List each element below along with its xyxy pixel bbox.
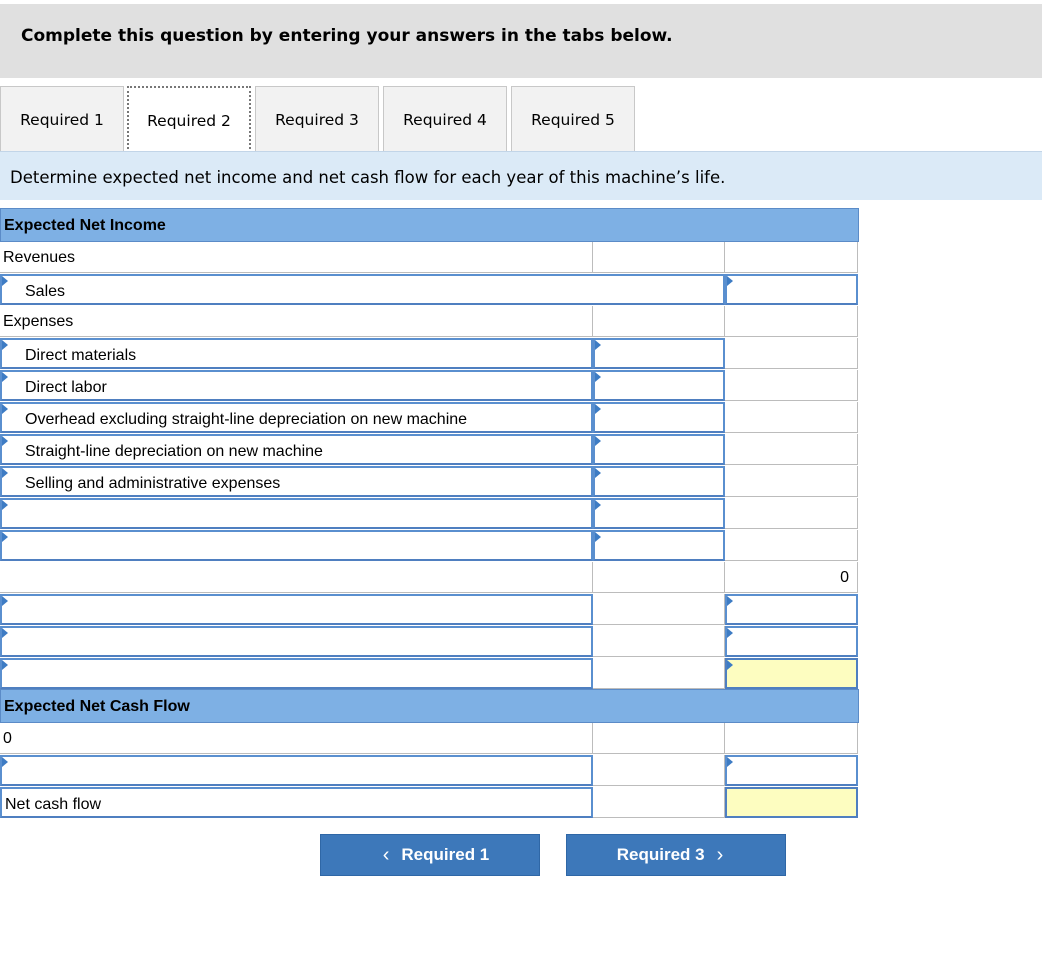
expense-cell-right <box>725 402 858 433</box>
input-flag-icon <box>2 436 8 446</box>
net-income-cell-mid <box>593 658 725 689</box>
cash-flow-section-header <box>0 689 859 723</box>
tab-required-2[interactable]: Required 2 <box>127 86 251 153</box>
cash-flow-cell-mid <box>593 755 725 786</box>
cash-flow-input-row <box>0 755 858 787</box>
income-row <box>0 594 858 626</box>
input-flag-icon <box>2 500 8 510</box>
cash-flow-title: Expected Net Cash Flow <box>4 698 190 715</box>
net-income-total-cell <box>725 658 858 689</box>
expenses-cell-right <box>725 306 858 337</box>
expense-label: Selling and administrative expenses <box>25 475 281 492</box>
input-flag-icon <box>2 276 8 286</box>
instruction-banner <box>0 151 1042 200</box>
input-flag-icon <box>2 372 8 382</box>
input-flag-icon <box>727 757 733 767</box>
chevron-right-icon: › <box>716 843 724 866</box>
input-flag-icon <box>2 404 8 414</box>
expense-label: Direct labor <box>25 379 107 396</box>
tab-required-4[interactable]: Required 4 <box>383 86 507 152</box>
tab-required-1[interactable]: Required 1 <box>0 86 124 152</box>
expense-cell-right <box>725 530 858 561</box>
expense-label-input[interactable] <box>0 434 593 465</box>
instruction-text: Determine expected net income and net cash flow for each year of this machine’s life. <box>10 168 726 187</box>
expense-cell-right <box>725 498 858 529</box>
input-flag-icon <box>595 436 601 446</box>
input-flag-icon <box>727 596 733 606</box>
input-flag-icon <box>595 532 601 542</box>
question-header <box>0 4 1042 78</box>
expenses-row <box>0 306 858 338</box>
input-flag-icon <box>2 340 8 350</box>
cash-flow-first-row <box>0 723 858 755</box>
input-flag-icon <box>595 340 601 350</box>
next-required-3-button[interactable] <box>566 834 786 876</box>
total-expenses-label <box>0 562 593 593</box>
chevron-left-icon: ‹ <box>382 843 390 866</box>
expense-cell-right <box>725 370 858 401</box>
total-expenses-value: 0 <box>725 562 858 593</box>
prev-required-1-button[interactable] <box>320 834 540 876</box>
net-income-title: Expected Net Income <box>4 217 166 234</box>
expense-amount-input[interactable] <box>593 402 725 433</box>
expense-label-input[interactable] <box>0 338 593 369</box>
total-expenses-row <box>0 562 858 594</box>
net-cash-flow-label: Net cash flow <box>5 796 102 813</box>
input-flag-icon <box>2 468 8 478</box>
sales-row <box>0 274 858 306</box>
expense-amount-input[interactable] <box>593 338 725 369</box>
cash-flow-first-value: 0 <box>0 723 593 754</box>
expense-label: Direct materials <box>25 347 137 364</box>
input-flag-icon <box>2 628 8 638</box>
expense-cell-right <box>725 434 858 465</box>
expense-amount-input[interactable] <box>593 434 725 465</box>
income-cell-mid <box>593 594 725 625</box>
expense-amount-input[interactable] <box>593 530 725 561</box>
next-button-label: Required 3 <box>616 845 705 864</box>
expense-row-selling-admin <box>0 466 858 498</box>
tab-required-3[interactable]: Required 3 <box>255 86 379 152</box>
revenues-cell-mid <box>593 242 725 273</box>
total-expenses-cell-mid <box>593 562 725 593</box>
expense-row-overhead <box>0 402 858 434</box>
tab-bar <box>0 86 1042 152</box>
input-flag-icon <box>2 660 8 670</box>
input-flag-icon <box>2 596 8 606</box>
income-row <box>0 626 858 658</box>
income-label-input[interactable] <box>0 594 593 625</box>
input-flag-icon <box>595 372 601 382</box>
expense-cell-right <box>725 466 858 497</box>
expense-label: Overhead excluding straight-line depreciation on new machine <box>25 411 468 428</box>
cash-flow-cell-right <box>725 723 858 754</box>
revenues-label: Revenues <box>0 242 593 273</box>
net-cash-flow-row <box>0 787 858 819</box>
income-amount-input[interactable] <box>725 594 858 625</box>
expenses-label: Expenses <box>0 306 593 337</box>
cash-flow-cell-mid <box>593 723 725 754</box>
sales-amount-input[interactable] <box>725 274 858 305</box>
input-flag-icon <box>2 532 8 542</box>
input-flag-icon <box>727 276 733 286</box>
sales-label: Sales <box>25 283 66 300</box>
expense-label: Straight-line depreciation on new machine <box>25 443 323 460</box>
expense-row-blank <box>0 530 858 562</box>
expense-cell-right <box>725 338 858 369</box>
question-title: Complete this question by entering your answers in the tabs below. <box>21 26 673 46</box>
input-flag-icon <box>595 404 601 414</box>
expense-amount-input[interactable] <box>593 370 725 401</box>
revenues-row <box>0 242 858 274</box>
cash-flow-amount-input[interactable] <box>725 755 858 786</box>
net-cash-flow-label-cell <box>0 787 593 818</box>
net-income-label-input[interactable] <box>0 658 593 689</box>
prev-button-label: Required 1 <box>401 845 490 864</box>
tab-required-5[interactable]: Required 5 <box>511 86 635 152</box>
expense-label-input[interactable] <box>0 530 593 561</box>
expense-row-direct-labor <box>0 370 858 402</box>
sales-label-input[interactable] <box>0 274 725 305</box>
expense-row-direct-materials <box>0 338 858 370</box>
income-amount-input[interactable] <box>725 626 858 657</box>
net-income-section-header <box>0 208 859 242</box>
input-flag-icon <box>2 757 8 767</box>
expense-amount-input[interactable] <box>593 498 725 529</box>
cash-flow-label-input[interactable] <box>0 755 593 786</box>
expense-label-input[interactable] <box>0 466 593 497</box>
expenses-cell-mid <box>593 306 725 337</box>
expense-label-input[interactable] <box>0 498 593 529</box>
income-label-input[interactable] <box>0 626 593 657</box>
net-cash-flow-cell-mid <box>593 787 725 818</box>
expense-label-input[interactable] <box>0 370 593 401</box>
net-cash-flow-total-cell <box>725 787 858 818</box>
net-income-total-row <box>0 658 858 690</box>
input-flag-icon <box>595 500 601 510</box>
input-flag-icon <box>595 468 601 478</box>
revenues-cell-right <box>725 242 858 273</box>
income-cell-mid <box>593 626 725 657</box>
expense-amount-input[interactable] <box>593 466 725 497</box>
expense-row-blank <box>0 498 858 530</box>
input-flag-icon <box>727 660 733 670</box>
input-flag-icon <box>727 628 733 638</box>
expense-row-depreciation <box>0 434 858 466</box>
expense-label-input[interactable] <box>0 402 593 433</box>
